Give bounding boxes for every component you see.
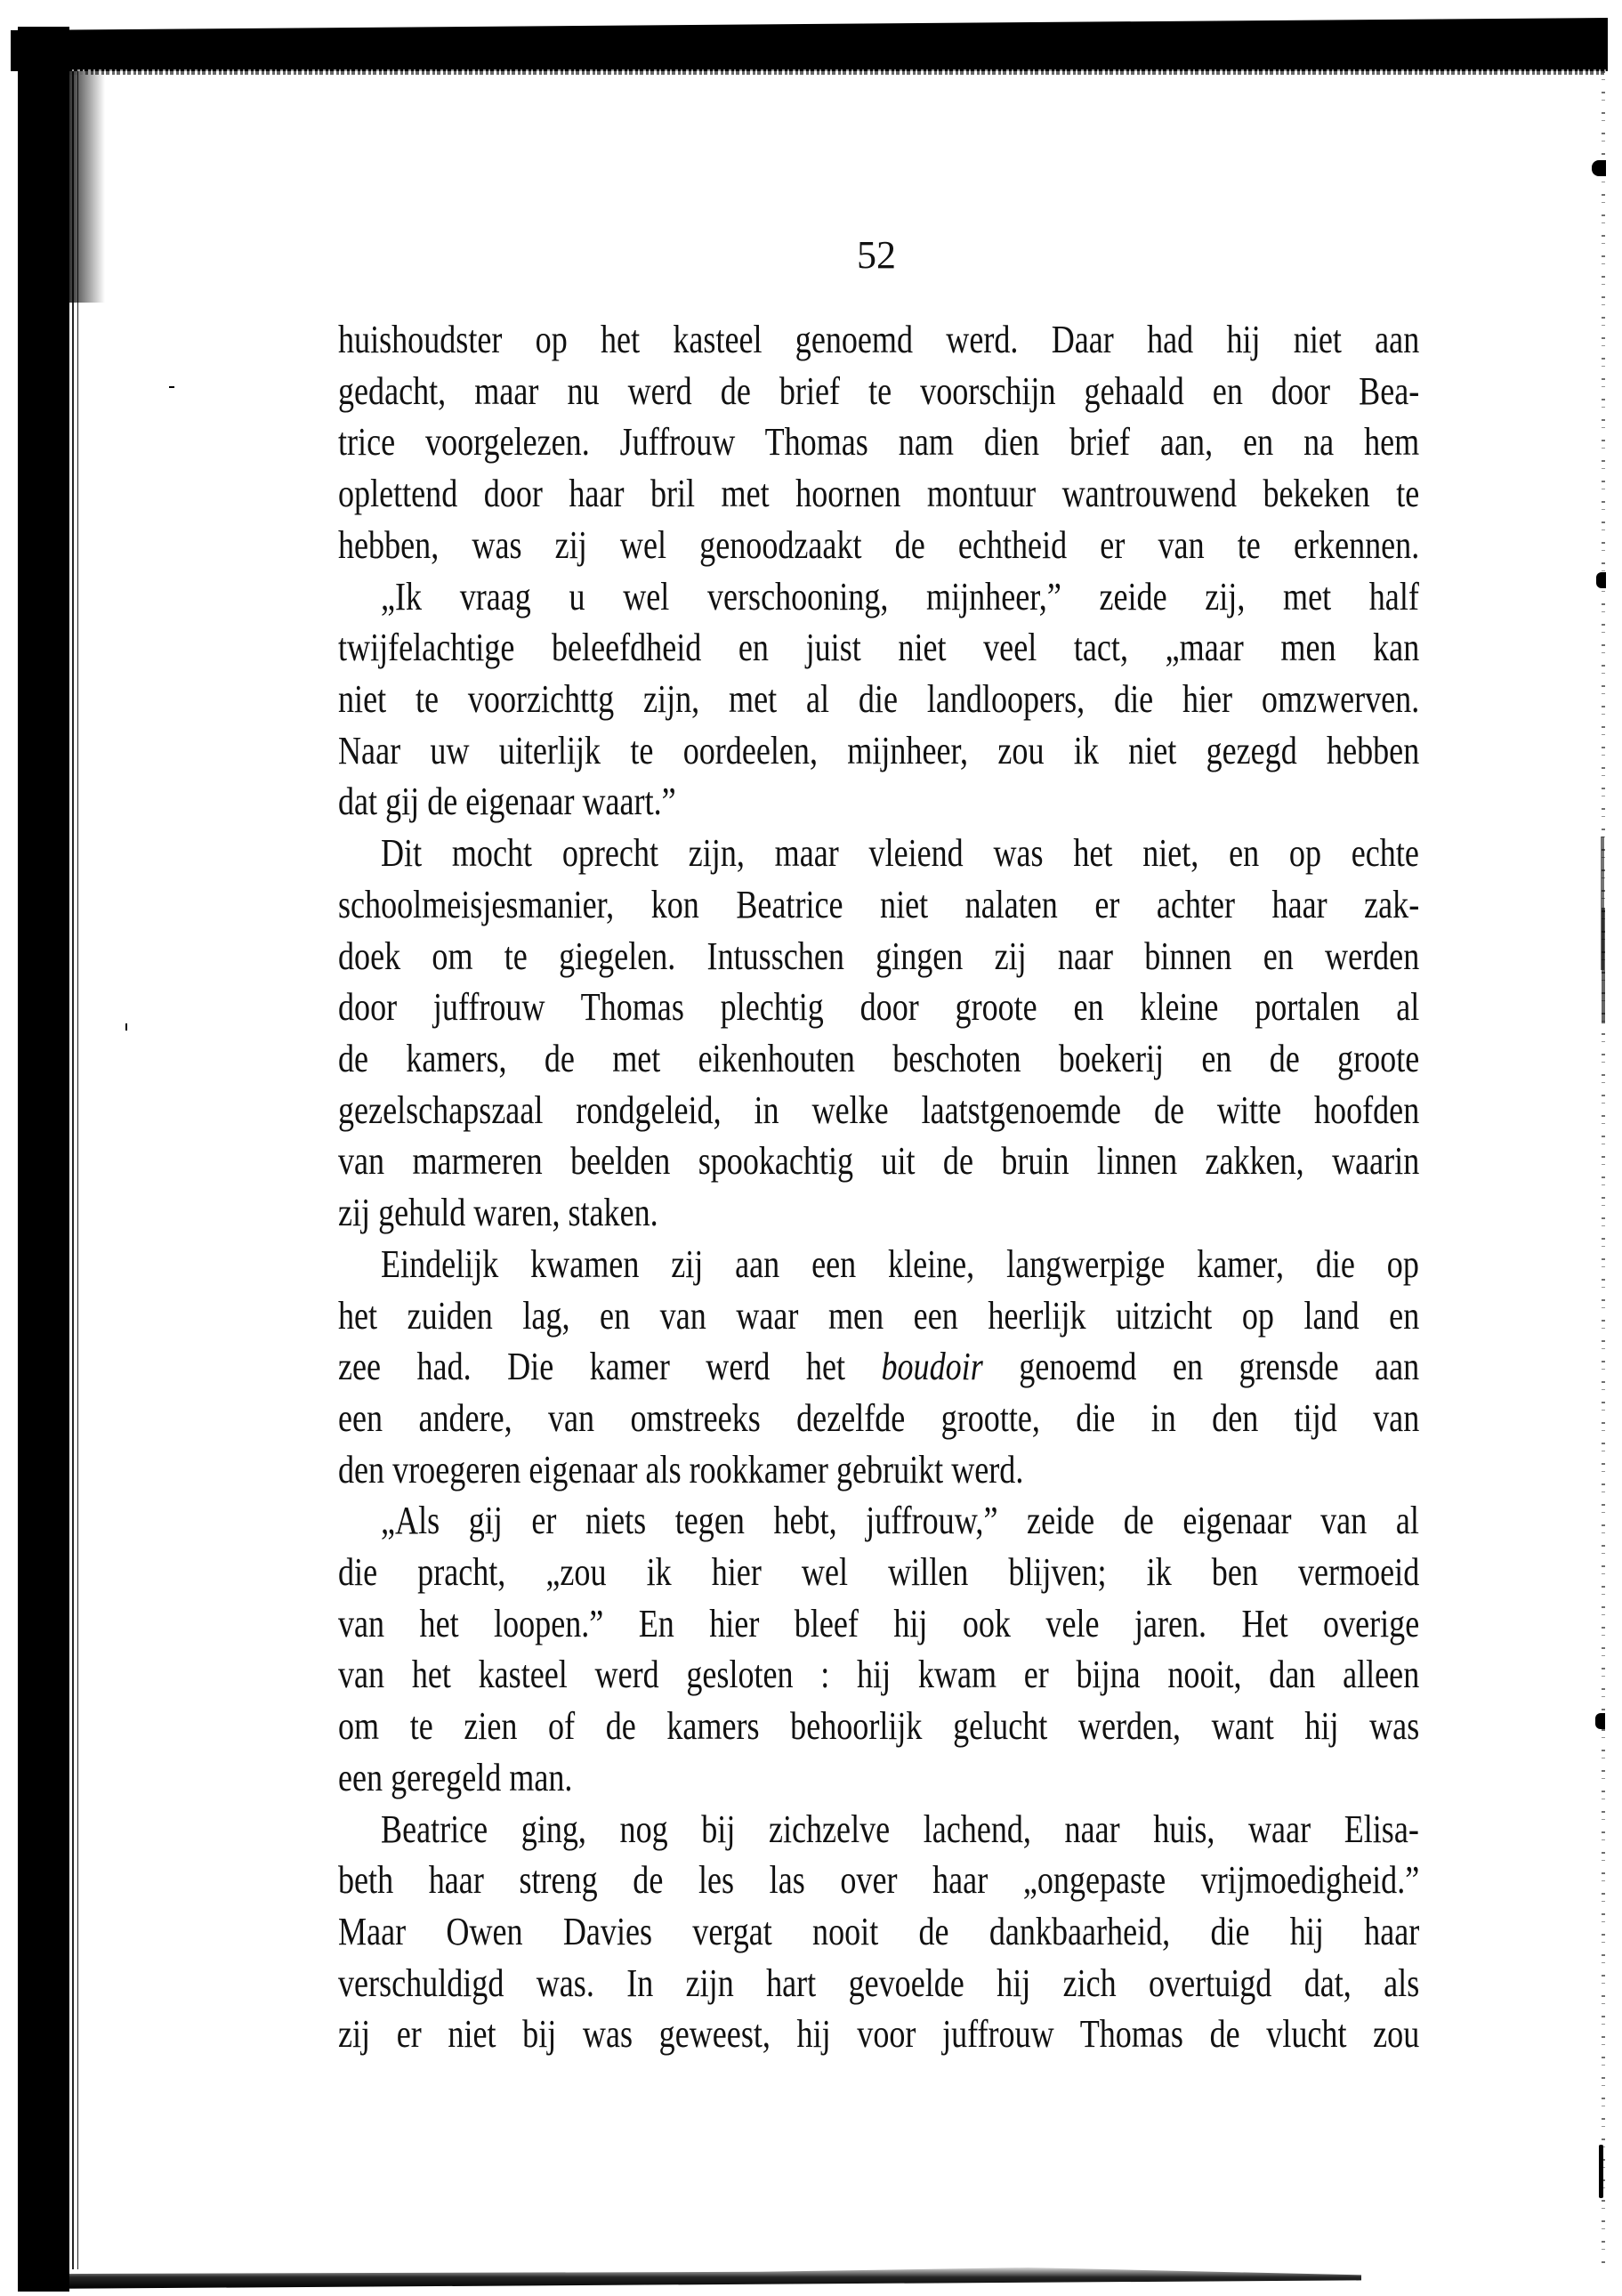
- scan-left-binding-stripes: [69, 71, 85, 2269]
- text-line: „Ik vraag u wel verschooning, mijnheer,” zeide zij, met half: [381, 575, 1419, 618]
- scan-top-border: [11, 18, 1608, 71]
- text-line: Maar Owen Davies vergat nooit de dankbaarheid, die hij haar: [338, 1910, 1420, 1953]
- italic-word-boudoir: boudoir: [881, 1345, 983, 1388]
- text-line: den vroegeren eigenaar als rookkamer gebruikt werd.: [338, 1448, 1024, 1492]
- text-line: verschuldigd was. In zijn hart gevoelde hij zich overtuigd dat, als: [338, 1961, 1420, 2005]
- text-segment: zee had. Die kamer werd het: [338, 1345, 882, 1388]
- scan-left-border: [18, 27, 69, 2292]
- text-line: die pracht, „zou ik hier wel willen blijven; ik ben vermoeid: [338, 1550, 1420, 1594]
- text-line: beth haar streng de les las over haar „ongepaste vrijmoedigheid.”: [338, 1858, 1420, 1902]
- text-line: „Als gij er niets tegen hebt, juffrouw,” zeide de eigenaar van al: [381, 1499, 1419, 1542]
- text-line: dat gij de eigenaar waart.”: [338, 780, 676, 823]
- margin-mark: [1599, 2145, 1603, 2198]
- text-line: niet te voorzichttg zijn, met al die landloopers, die hier omzwerven.: [338, 677, 1420, 721]
- margin-mark: [1592, 160, 1606, 176]
- scan-top-border-edge: [27, 69, 1606, 75]
- margin-mark: [1602, 908, 1605, 1023]
- text-line: door juffrouw Thomas plechtig door groote en kleine portalen al: [338, 985, 1420, 1029]
- text-line: de kamers, de met eikenhouten beschoten boekerij en de groote: [338, 1037, 1420, 1080]
- text-line: schoolmeisjesmanier, kon Beatrice niet nalaten er achter haar zak-: [338, 883, 1420, 926]
- text-line: doek om te giegelen. Intusschen gingen zij naar binnen en werden: [338, 934, 1420, 978]
- margin-mark: [125, 1023, 127, 1031]
- text-line-with-italic: [338, 1347, 1419, 1386]
- scan-bottom-border: [27, 2268, 1361, 2289]
- text-line: een andere, van omstreeks dezelfde grootte, die in den tijd van: [338, 1396, 1420, 1440]
- text-line: Eindelijk kwamen zij aan een kleine, langwerpige kamer, die op: [381, 1242, 1419, 1286]
- page-number: 52: [857, 233, 896, 277]
- text-line: zij er niet bij was geweest, hij voor juffrouw Thomas de vlucht zou: [338, 2012, 1420, 2056]
- text-line: oplettend door haar bril met hoornen montuur wantrouwend bekeken te: [338, 472, 1420, 515]
- text-line: Naar uw uiterlijk te oordeelen, mijnheer, zou ik niet gezegd hebben: [338, 729, 1420, 772]
- text-line: trice voorgelezen. Juffrouw Thomas nam dien brief aan, en na hem: [338, 420, 1420, 464]
- text-line: gedacht, maar nu werd de brief te voorschijn gehaald en door Bea-: [338, 369, 1420, 413]
- text-line: hebben, was zij wel genoodzaakt de echtheid er van te erkennen.: [338, 523, 1420, 567]
- text-line: om te zien of de kamers behoorlijk gelucht werden, want hij was: [338, 1704, 1420, 1748]
- margin-mark: [169, 386, 174, 388]
- text-line: van het loopen.” En hier bleef hij ook vele jaren. Het overige: [338, 1602, 1420, 1645]
- margin-mark: [1596, 572, 1606, 588]
- text-line: Dit mocht oprecht zijn, maar vleiend was het niet, en op echte: [381, 831, 1419, 875]
- scan-left-shadow: [69, 71, 105, 303]
- scan-right-edge: [1602, 71, 1605, 2269]
- text-line: Beatrice ging, nog bij zichzelve lachend, naar huis, waar Elisa-: [381, 1807, 1419, 1851]
- text-line: het zuiden lag, en van waar men een heerlijk uitzicht op land en: [338, 1294, 1420, 1338]
- text-segment: genoemd en grensde aan: [982, 1345, 1420, 1388]
- text-line: van het kasteel werd gesloten : hij kwam er bijna nooit, dan alleen: [338, 1653, 1420, 1696]
- text-line: een geregeld man.: [338, 1756, 573, 1799]
- text-line: gezelschapszaal rondgeleid, in welke laatstgenoemde de witte hoofden: [338, 1088, 1420, 1132]
- text-line: van marmeren beelden spookachtig uit de bruin linnen zakken, waarin: [338, 1139, 1420, 1183]
- margin-mark: [1595, 1713, 1605, 1729]
- text-line: zij gehuld waren, staken.: [338, 1191, 658, 1234]
- text-line: twijfelachtige beleefdheid en juist niet veel tact, „maar men kan: [338, 626, 1420, 669]
- text-line: huishoudster op het kasteel genoemd werd. Daar had hij niet aan: [338, 318, 1420, 361]
